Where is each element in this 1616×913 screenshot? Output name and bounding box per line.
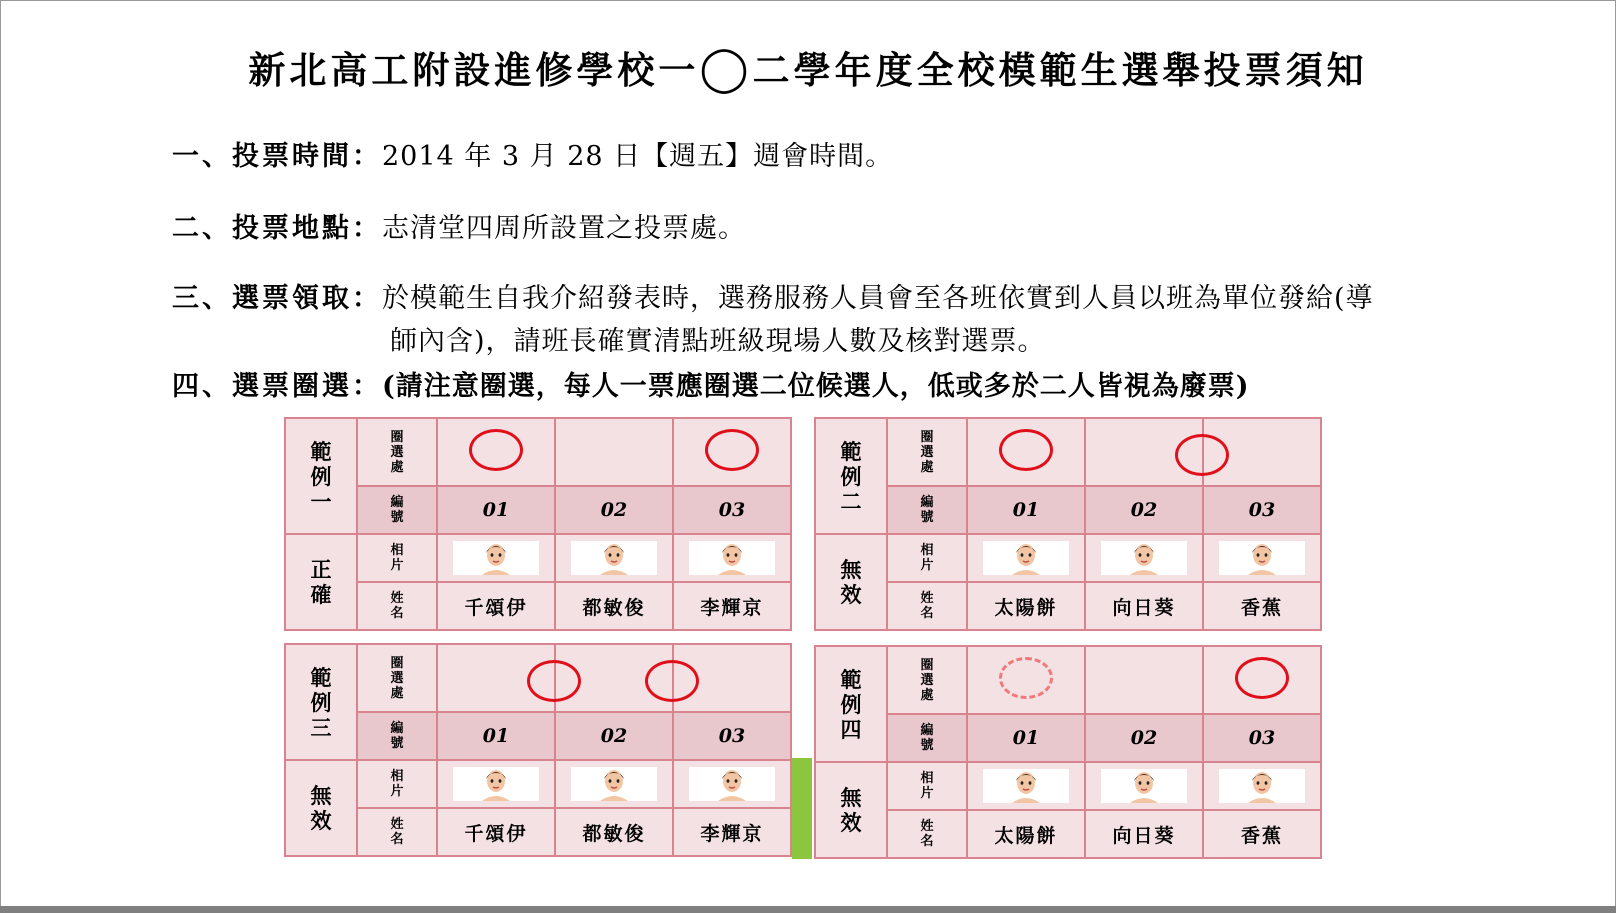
candidate-name: 李輝京 bbox=[673, 808, 791, 856]
item-ballot-marking: 四、選票圈選：(請注意圈選，每人一票應圈選二位候選人，低或多於二人皆視為廢票) bbox=[172, 371, 1250, 402]
face-icon bbox=[716, 767, 748, 801]
vote-cell bbox=[673, 644, 791, 712]
candidate-photo bbox=[673, 534, 791, 582]
row-label-name: 姓名 bbox=[887, 582, 967, 630]
face-icon bbox=[1010, 541, 1042, 575]
item-voting-time: 一、投票時間：2014 年 3 月 28 日【週五】週會時間。 bbox=[172, 141, 894, 172]
candidate-number: 03 bbox=[673, 486, 791, 534]
face-icon bbox=[1128, 769, 1160, 803]
vote-mark-circle bbox=[1235, 657, 1289, 699]
bottom-bar bbox=[0, 906, 1616, 913]
candidate-name: 香蕉 bbox=[1203, 582, 1321, 630]
vote-cell bbox=[1085, 418, 1203, 486]
candidate-name: 千頌伊 bbox=[437, 808, 555, 856]
candidate-name: 向日葵 bbox=[1085, 582, 1203, 630]
candidate-name: 太陽餅 bbox=[967, 810, 1085, 858]
face-icon bbox=[480, 541, 512, 575]
row-label-circle: 圈選處 bbox=[887, 418, 967, 486]
item-ballot-pickup: 三、選票領取：於模範生自我介紹發表時，選務服務人員會至各班依實到人員以班為單位發給(導 bbox=[172, 283, 1374, 314]
example-table-1 bbox=[284, 417, 792, 631]
candidate-photo bbox=[1203, 762, 1321, 810]
face-icon bbox=[1246, 769, 1278, 803]
candidate-name: 太陽餅 bbox=[967, 582, 1085, 630]
candidate-name: 都敏俊 bbox=[555, 808, 673, 856]
row-label-photo: 相片 bbox=[887, 534, 967, 582]
example-table-4 bbox=[814, 645, 1322, 859]
face-icon bbox=[1010, 769, 1042, 803]
example-label: 範例三 bbox=[285, 644, 357, 760]
vote-mark-circle bbox=[999, 429, 1053, 471]
example-result: 無效 bbox=[815, 762, 887, 858]
row-label-number: 編號 bbox=[887, 486, 967, 534]
page-title: 新北高工附設進修學校一◯二學年度全校模範生選舉投票須知 bbox=[248, 43, 1368, 94]
row-label-photo: 相片 bbox=[357, 534, 437, 582]
face-icon bbox=[716, 541, 748, 575]
row-label-circle: 圈選處 bbox=[357, 644, 437, 712]
candidate-number: 01 bbox=[967, 714, 1085, 762]
vote-cell bbox=[437, 644, 555, 712]
example-label: 範例一 bbox=[285, 418, 357, 534]
vote-cell bbox=[555, 418, 673, 486]
candidate-number: 01 bbox=[967, 486, 1085, 534]
row-label-number: 編號 bbox=[887, 714, 967, 762]
example-result: 無效 bbox=[285, 760, 357, 856]
candidate-name: 千頌伊 bbox=[437, 582, 555, 630]
row-label-number: 編號 bbox=[357, 486, 437, 534]
candidate-photo bbox=[673, 760, 791, 808]
candidate-number: 03 bbox=[1203, 486, 1321, 534]
example-table-3 bbox=[284, 643, 792, 857]
vote-cell bbox=[967, 418, 1085, 486]
candidate-number: 01 bbox=[437, 712, 555, 760]
decorative-strip bbox=[792, 758, 812, 859]
candidate-photo bbox=[437, 760, 555, 808]
row-label-circle: 圈選處 bbox=[887, 646, 967, 714]
example-label: 範例四 bbox=[815, 646, 887, 762]
candidate-number: 02 bbox=[555, 712, 673, 760]
candidate-name: 李輝京 bbox=[673, 582, 791, 630]
vote-cell bbox=[437, 418, 555, 486]
vote-cell bbox=[555, 644, 673, 712]
vote-mark-dashed-circle bbox=[999, 657, 1053, 699]
row-label-photo: 相片 bbox=[357, 760, 437, 808]
candidate-photo bbox=[967, 762, 1085, 810]
row-label-photo: 相片 bbox=[887, 762, 967, 810]
vote-mark-circle bbox=[705, 429, 759, 471]
vote-cell bbox=[967, 646, 1085, 714]
candidate-name: 向日葵 bbox=[1085, 810, 1203, 858]
candidate-number: 03 bbox=[673, 712, 791, 760]
candidate-photo bbox=[1085, 534, 1203, 582]
item-voting-place: 二、投票地點：志清堂四周所設置之投票處。 bbox=[172, 213, 746, 244]
candidate-number: 01 bbox=[437, 486, 555, 534]
example-result: 正確 bbox=[285, 534, 357, 630]
candidate-photo bbox=[1203, 534, 1321, 582]
candidate-name: 都敏俊 bbox=[555, 582, 673, 630]
item-ballot-pickup-cont: 師內含)，請班長確實清點班級現場人數及核對選票。 bbox=[390, 326, 1046, 357]
candidate-photo bbox=[1085, 762, 1203, 810]
candidate-photo bbox=[555, 760, 673, 808]
face-icon bbox=[598, 767, 630, 801]
candidate-photo bbox=[437, 534, 555, 582]
vote-mark-circle bbox=[469, 429, 523, 471]
face-icon bbox=[1128, 541, 1160, 575]
candidate-photo bbox=[967, 534, 1085, 582]
candidate-number: 02 bbox=[555, 486, 673, 534]
candidate-number: 03 bbox=[1203, 714, 1321, 762]
face-icon bbox=[1246, 541, 1278, 575]
candidate-name: 香蕉 bbox=[1203, 810, 1321, 858]
vote-cell bbox=[673, 418, 791, 486]
vote-cell bbox=[1203, 418, 1321, 486]
candidate-number: 02 bbox=[1085, 486, 1203, 534]
example-result: 無效 bbox=[815, 534, 887, 630]
candidate-number: 02 bbox=[1085, 714, 1203, 762]
row-label-circle: 圈選處 bbox=[357, 418, 437, 486]
example-table-2 bbox=[814, 417, 1322, 631]
row-label-name: 姓名 bbox=[357, 808, 437, 856]
row-label-number: 編號 bbox=[357, 712, 437, 760]
row-label-name: 姓名 bbox=[357, 582, 437, 630]
vote-cell bbox=[1203, 646, 1321, 714]
vote-cell bbox=[1085, 646, 1203, 714]
candidate-photo bbox=[555, 534, 673, 582]
row-label-name: 姓名 bbox=[887, 810, 967, 858]
face-icon bbox=[598, 541, 630, 575]
face-icon bbox=[480, 767, 512, 801]
example-label: 範例二 bbox=[815, 418, 887, 534]
